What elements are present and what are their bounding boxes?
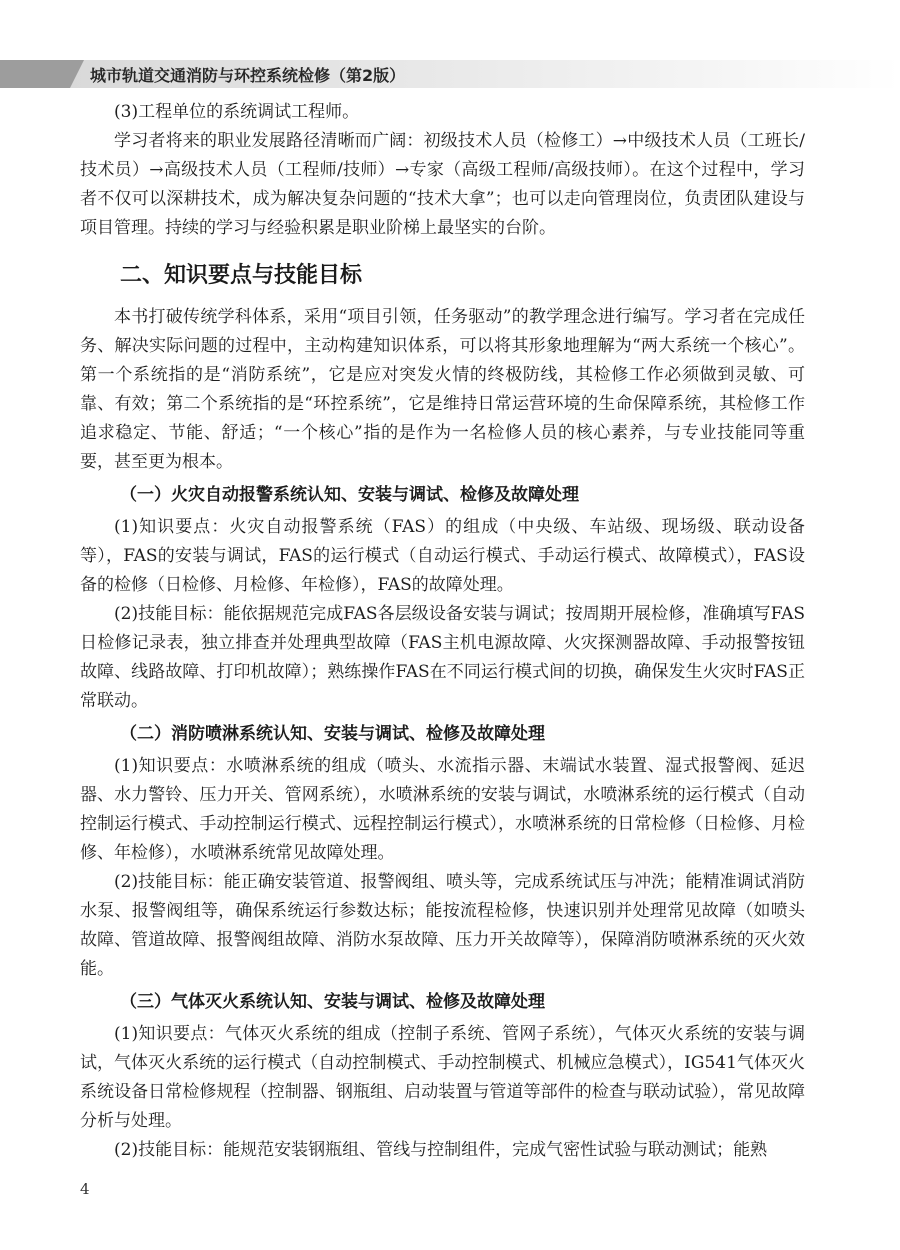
paragraph: (2)技能目标：能依据规范完成FAS各层级设备安装与调试；按周期开展检修，准确填写FAS日检修记录表，独立排查并处理典型故障（FAS主机电源故障、火灾探测器故障、手动报警按钮故障、线路故障、打印机故障）；熟练操作FAS在不同运行模式间的切换，确保发生火灾时FAS正常联动。 xyxy=(80,604,805,711)
page-body xyxy=(80,98,805,1165)
paragraph: 本书打破传统学科体系，采用“项目引领，任务驱动”的教学理念进行编写。学习者在完成任务、解决实际问题的过程中，主动构建知识体系，可以将其形象地理解为“两大系统一个核心”。第一个系统指的是“消防系统”，它是应对突发火情的终极防线，其检修工作必须做到灵敏、可靠、有效；第二个系统指的是“环控系统”，它是维持日常运营环境的生命保障系统，其检修工作追求稳定、节能、舒适；“一个核心”指的是作为一名检修人员的核心素养，与专业技能同等重要，甚至更为根本。 xyxy=(80,307,805,472)
paragraph: (1)知识要点：气体灭火系统的组成（控制子系统、管网子系统），气体灭火系统的安装与调试，气体灭火系统的运行模式（自动控制模式、手动控制模式、机械应急模式），IG541气体灭火系统设备日常检修规程（控制器、钢瓶组、启动装置与管道等部件的检查与联动试验），常见故障分析与处理。 xyxy=(80,1024,805,1131)
subsection-heading: （三）气体灭火系统认知、安装与调试、检修及故障处理 xyxy=(120,992,545,1012)
page-number: 4 xyxy=(80,1180,90,1198)
paragraph: (1)知识要点：火灾自动报警系统（FAS）的组成（中央级、车站级、现场级、联动设备等），FAS的安装与调试，FAS的运行模式（自动运行模式、手动运行模式、故障模式），FAS设备的检修（日检修、月检修、年检修），FAS的故障处理。 xyxy=(80,517,805,595)
paragraph: (1)知识要点：水喷淋系统的组成（喷头、水流指示器、末端试水装置、湿式报警阀、延迟器、水力警铃、压力开关、管网系统），水喷淋系统的安装与调试，水喷淋系统的运行模式（自动控制运行模式、手动控制运行模式、远程控制运行模式），水喷淋系统的日常检修（日检修、月检修、年检修），水喷淋系统常见故障处理。 xyxy=(80,756,805,863)
running-header xyxy=(0,60,900,88)
paragraph: 学习者将来的职业发展路径清晰而广阔：初级技术人员（检修工）→中级技术人员（工班长/技术员）→高级技术人员（工程师/技师）→专家（高级工程师/高级技师）。在这个过程中，学习者不仅可以深耕技术，成为解决复杂问题的“技术大拿”；也可以走向管理岗位，负责团队建设与项目管理。持续的学习与经验积累是职业阶梯上最坚实的台阶。 xyxy=(80,131,805,238)
paragraph: (3)工程单位的系统调试工程师。 xyxy=(114,102,360,122)
book-title: 城市轨道交通消防与环控系统检修（第2版） xyxy=(90,66,406,85)
section-heading: 二、知识要点与技能目标 xyxy=(120,263,363,288)
subsection-heading: （一）火灾自动报警系统认知、安装与调试、检修及故障处理 xyxy=(120,485,579,505)
paragraph: (2)技能目标：能规范安装钢瓶组、管线与控制组件，完成气密性试验与联动测试；能熟 xyxy=(114,1140,768,1160)
paragraph: (2)技能目标：能正确安装管道、报警阀组、喷头等，完成系统试压与冲洗；能精准调试消防水泵、报警阀组等，确保系统运行参数达标；能按流程检修，快速识别并处理常见故障（如喷头故障、管道故障、报警阀组故障、消防水泵故障、压力开关故障等），保障消防喷淋系统的灭火效能。 xyxy=(80,872,805,979)
subsection-heading: （二）消防喷淋系统认知、安装与调试、检修及故障处理 xyxy=(120,724,545,744)
